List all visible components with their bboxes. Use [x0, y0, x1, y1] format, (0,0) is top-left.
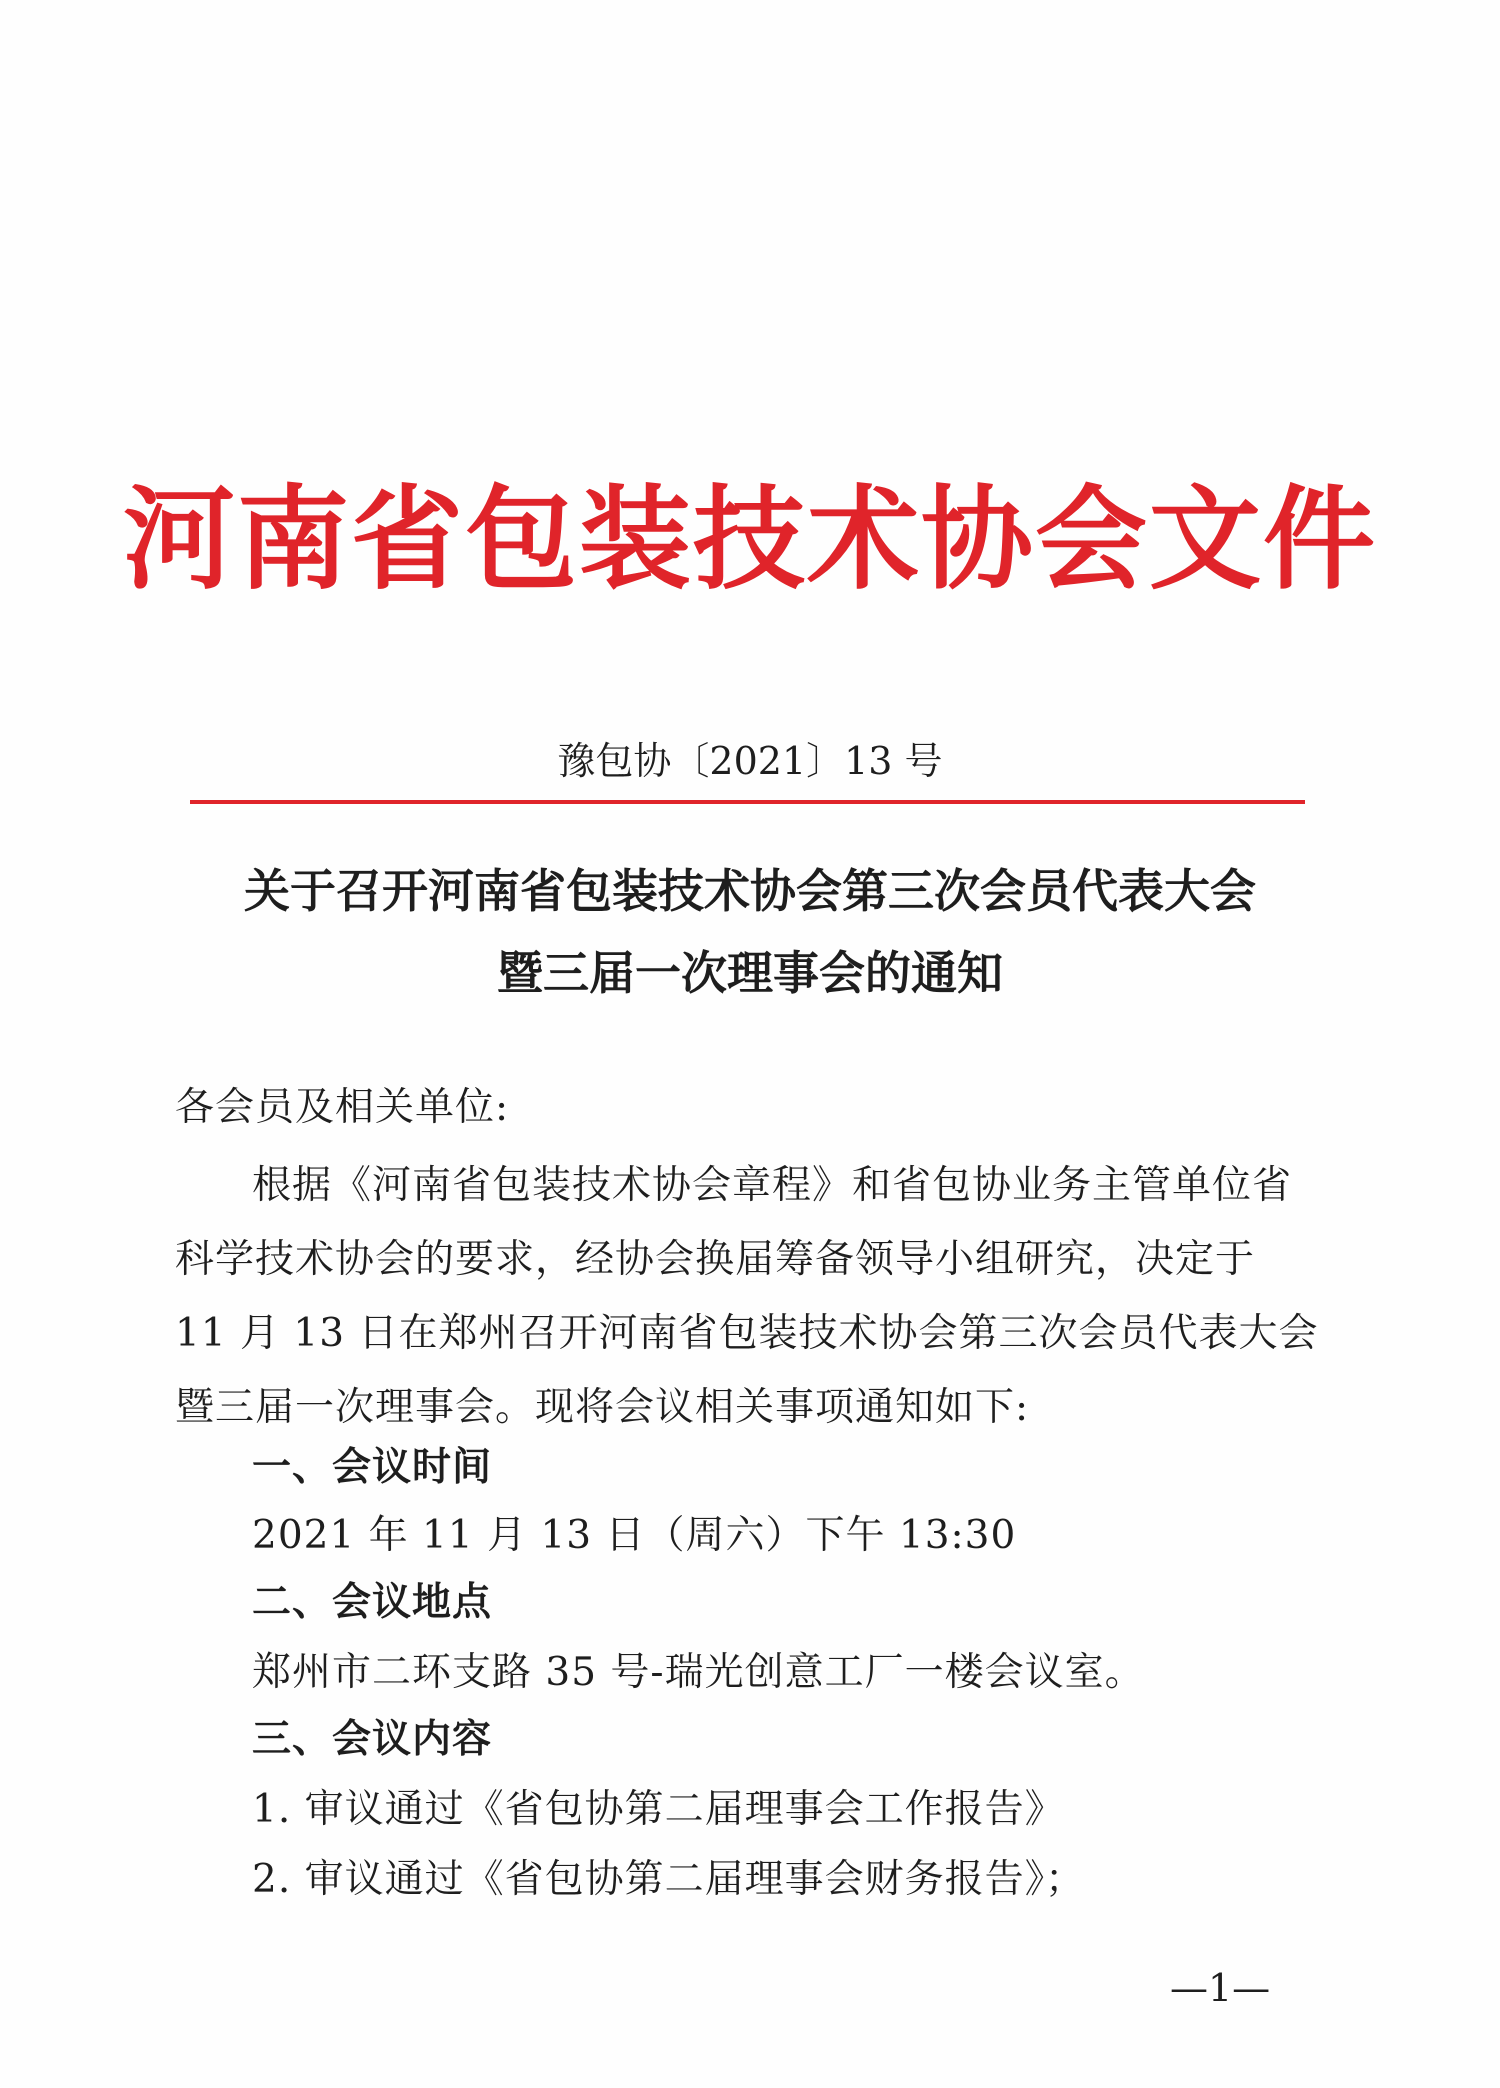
salutation: 各会员及相关单位:: [175, 1085, 510, 1130]
intro-line-3: 11 月 13 日在郑州召开河南省包装技术协会第三次会员代表大会: [175, 1311, 1319, 1356]
intro-line-1: 根据《河南省包装技术协会章程》和省包协业务主管单位省: [252, 1163, 1293, 1208]
notice-title-line-2: 暨三届一次理事会的通知: [497, 946, 1003, 1000]
meeting-time: 2021 年 11 月 13 日（周六）下午 13:30: [252, 1513, 1017, 1558]
notice-title-line-1: 关于召开河南省包装技术协会第三次会员代表大会: [244, 864, 1256, 918]
page-number: —1—: [1170, 1966, 1271, 2010]
content-item-1: 1. 审议通过《省包协第二届理事会工作报告》: [252, 1787, 1065, 1832]
notice-title: [0, 850, 1500, 1014]
meeting-location: 郑州市二环支路 35 号-瑞光创意工厂一楼会议室。: [252, 1650, 1145, 1695]
section-heading-content: 三、会议内容: [252, 1717, 493, 1762]
section-heading-time: 一、会议时间: [252, 1445, 493, 1490]
content-item-2: 2. 审议通过《省包协第二届理事会财务报告》；: [252, 1857, 1086, 1902]
intro-line-4: 暨三届一次理事会。现将会议相关事项通知如下:: [175, 1385, 1030, 1430]
intro-line-2: 科学技术协会的要求，经协会换届筹备领导小组研究，决定于: [175, 1237, 1256, 1282]
masthead-title: 河南省包装技术协会文件: [123, 475, 1377, 605]
red-divider-line: [190, 800, 1305, 804]
document-number: 豫包协〔2021〕13 号: [557, 739, 943, 783]
section-heading-location: 二、会议地点: [252, 1580, 493, 1625]
